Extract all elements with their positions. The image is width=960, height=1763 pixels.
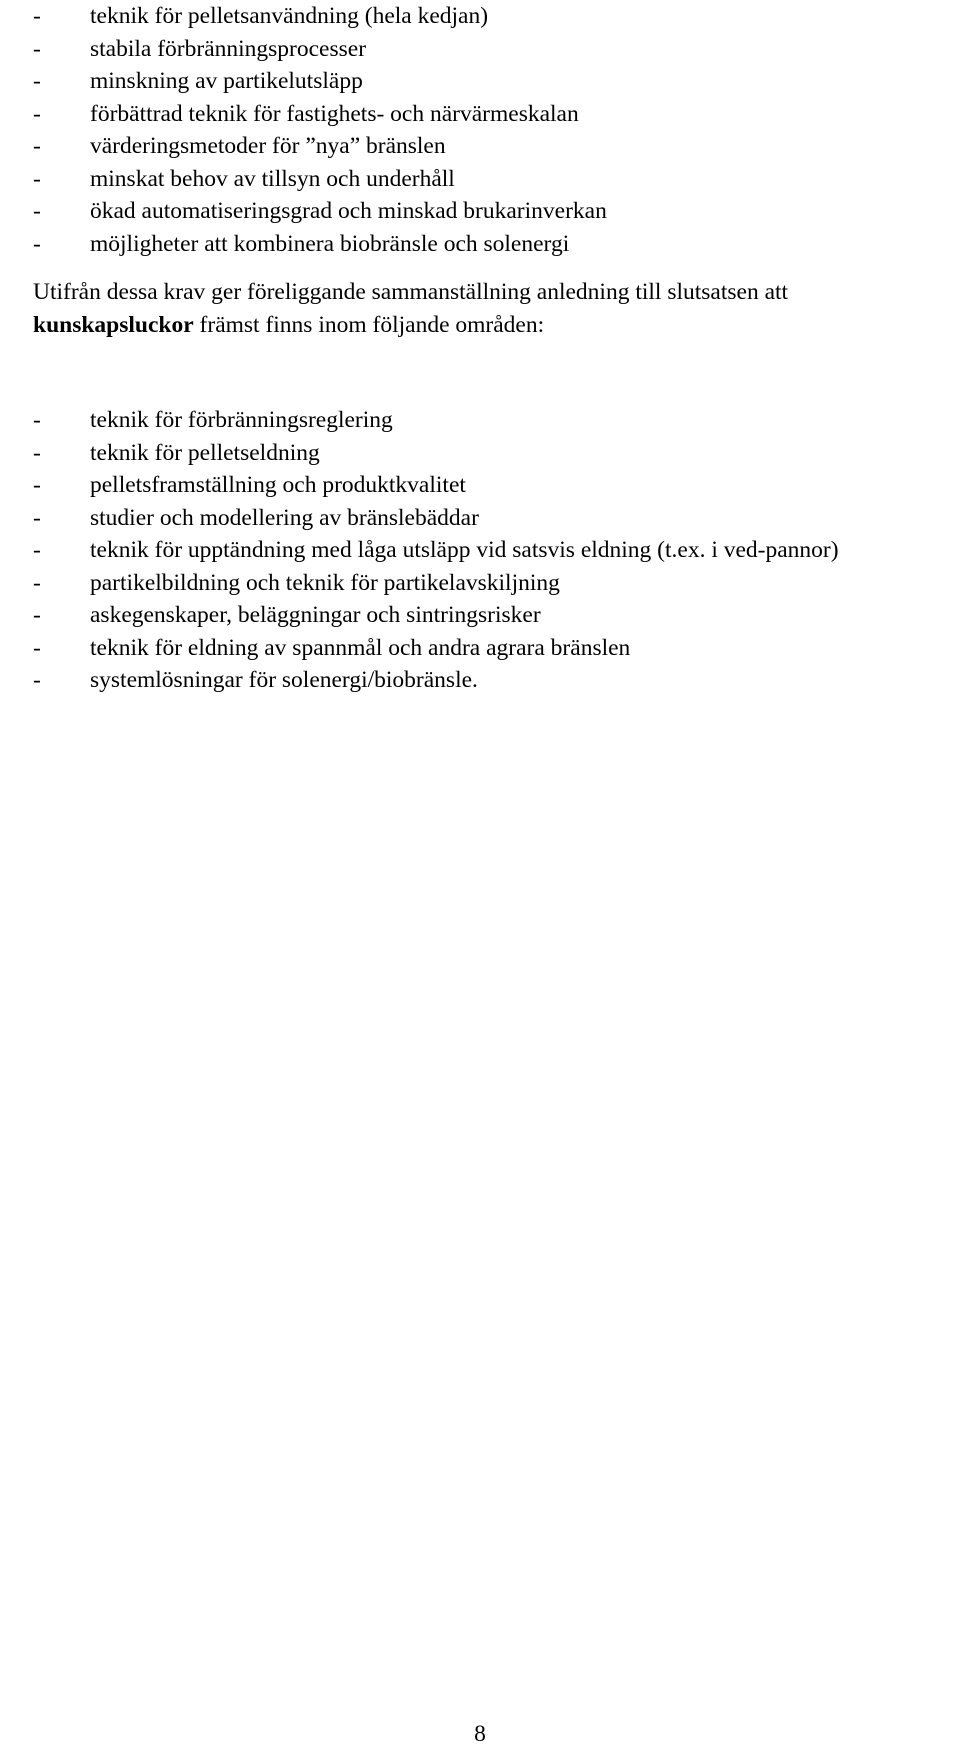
list-item [33, 65, 938, 98]
list-item [33, 98, 938, 131]
list-item-text: pelletsframställning och produktkvalitet [90, 472, 466, 498]
paragraph-text-before: Utifrån dessa krav ger föreliggande sammanställning anledning till slutsatsen att [33, 279, 789, 305]
list-dash: - [33, 602, 41, 628]
list-item [33, 599, 938, 632]
paragraph-bold-term: kunskapsluckor [33, 311, 194, 338]
list-dash: - [33, 100, 41, 127]
list-item [33, 130, 938, 163]
list-item [33, 534, 938, 567]
list-item-text: förbättrad teknik för fastighets- och närvärmeskalan [90, 100, 579, 127]
list-item [33, 437, 938, 470]
list-item-text: partikelbildning och teknik för partikelavskiljning [90, 569, 560, 596]
paragraph-text-after: främst finns inom följande områden: [193, 311, 545, 338]
list-item-text: minskning av partikelutsläpp [90, 68, 363, 94]
list-item [33, 163, 938, 196]
list-dash: - [33, 35, 41, 62]
list-item-text: minskat behov av tillsyn och underhåll [90, 165, 455, 192]
list-item-text: systemlösningar för solenergi/biobränsle. [90, 667, 478, 693]
list-item-text: studier och modellering av bränslebäddar [90, 504, 479, 531]
list-item-text: teknik för eldning av spannmål och andra agrara bränslen [90, 634, 631, 661]
page-number: 8 [474, 1721, 486, 1747]
list-dash: - [33, 634, 41, 661]
list-item [33, 33, 938, 66]
list-item-text: teknik för förbränningsreglering [90, 407, 393, 433]
knowledge-gaps-list [33, 404, 938, 697]
list-item-text: värderingsmetoder för ”nya” bränslen [90, 133, 446, 159]
list-item [33, 502, 938, 535]
list-item [33, 404, 938, 437]
list-dash: - [33, 198, 41, 224]
list-dash: - [33, 439, 41, 466]
list-item-text: teknik för pelletsanvändning (hela kedjan) [90, 3, 489, 29]
list-dash: - [33, 3, 41, 29]
list-dash: - [33, 569, 41, 596]
list-dash: - [33, 504, 41, 531]
list-dash: - [33, 537, 41, 563]
list-dash: - [33, 68, 41, 94]
list-dash: - [33, 472, 41, 498]
list-dash: - [33, 407, 41, 433]
list-item [33, 0, 938, 33]
list-item-text: ökad automatiseringsgrad och minskad brukarinverkan [90, 198, 607, 224]
list-item-text: teknik för pelletseldning [90, 439, 320, 466]
list-item [33, 228, 938, 261]
list-item [33, 664, 938, 697]
list-item-text: stabila förbränningsprocesser [90, 35, 367, 62]
list-item-text: teknik för upptändning med låga utsläpp vid satsvis eldning (t.ex. i ved-pannor) [90, 537, 839, 563]
list-dash: - [33, 230, 41, 257]
list-dash: - [33, 667, 41, 693]
list-item [33, 195, 938, 228]
list-dash: - [33, 133, 41, 159]
list-item [33, 469, 938, 502]
list-item-text: möjligheter att kombinera biobränsle och solenergi [90, 230, 570, 257]
list-dash: - [33, 165, 41, 192]
requirements-list [33, 0, 938, 260]
conclusion-paragraph [33, 276, 938, 341]
list-item [33, 632, 938, 665]
list-item [33, 567, 938, 600]
list-item-text: askegenskaper, beläggningar och sintringsrisker [90, 602, 541, 628]
